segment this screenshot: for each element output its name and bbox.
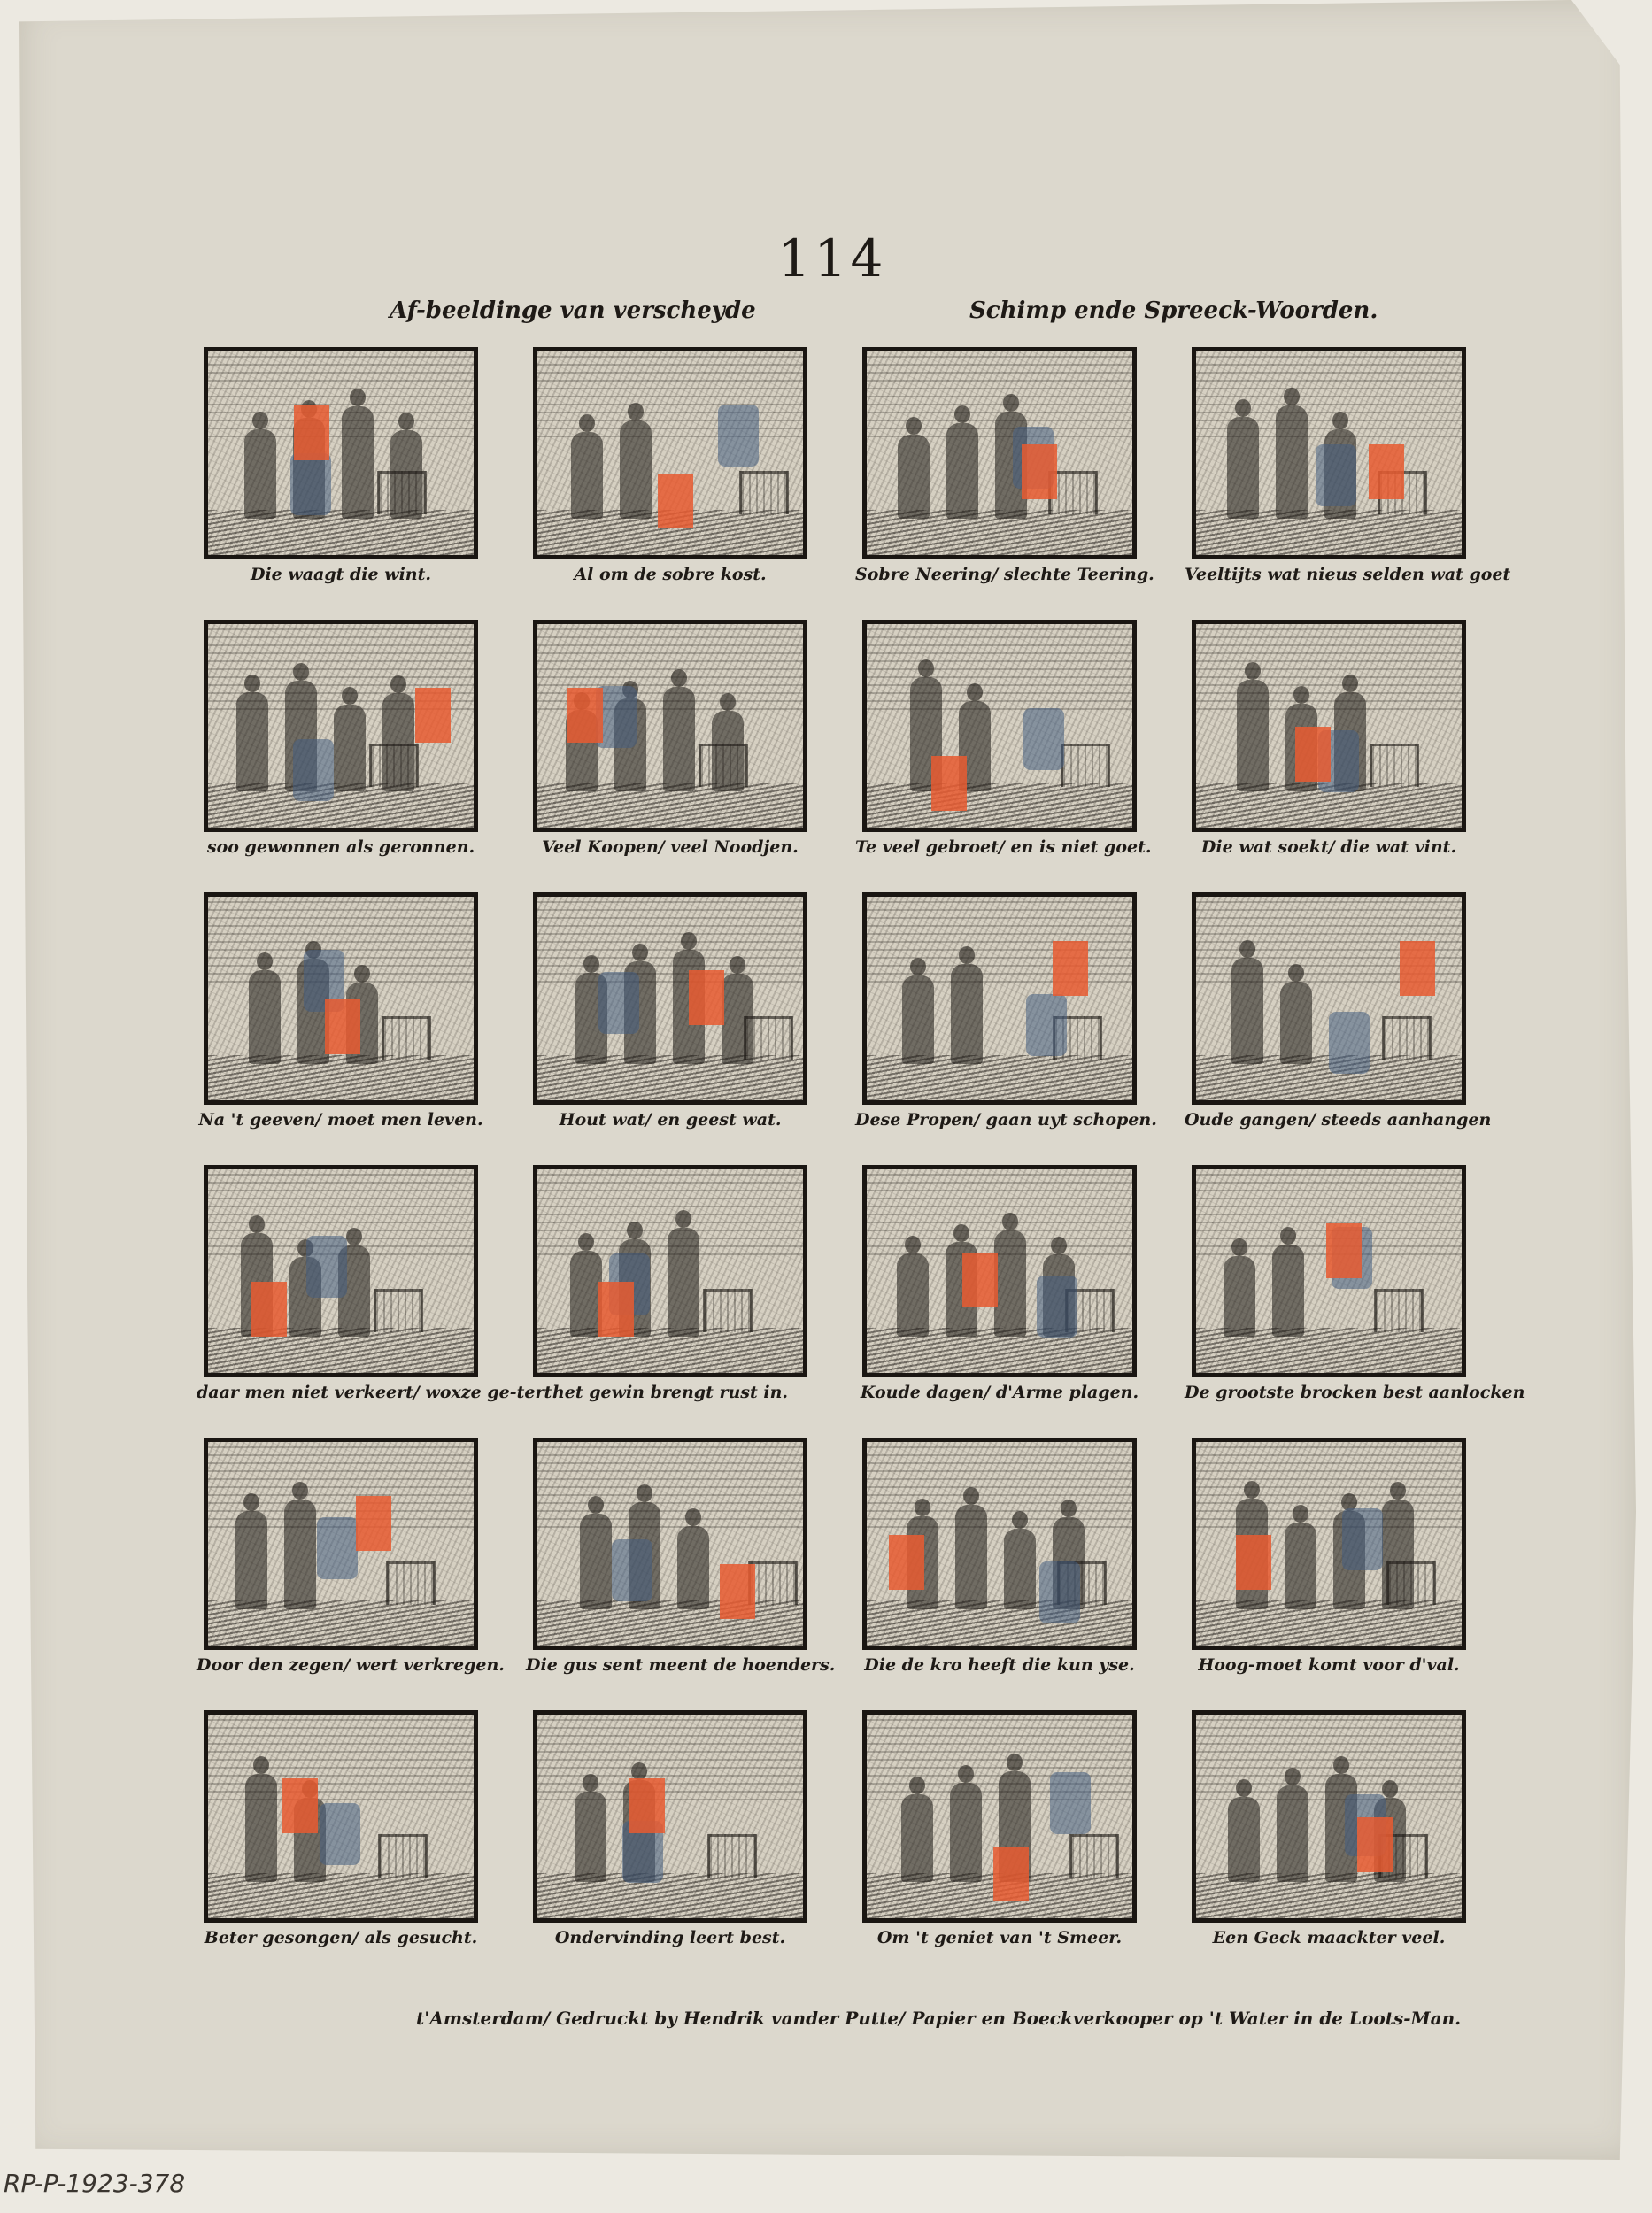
woodcut-cell: [1185, 1434, 1473, 1700]
figure-shape: [575, 1792, 606, 1882]
woodcut-cell: [855, 889, 1157, 1154]
woodcut-caption: Te veel gebroet/ en is niet goet.: [855, 837, 1152, 857]
figure-shape: [580, 1514, 612, 1609]
woodcut-sky: [537, 1715, 803, 1800]
woodcut-caption: Die de kro heeft die kun yse.: [864, 1655, 1135, 1675]
woodcut-image: [1192, 1710, 1466, 1923]
woodcut-caption: Na 't geeven/ moet men leven.: [198, 1110, 483, 1130]
figure-shape: [236, 692, 268, 791]
title-right: Schimp ende Spreeck-Woorden.: [969, 297, 1378, 324]
woodcut-cell: [1185, 889, 1492, 1154]
woodcut-caption: Dese Propen/ gaan uyt schopen.: [855, 1110, 1157, 1130]
red-color-wash: [251, 1282, 287, 1337]
woodcut-caption: Die waagt die wint.: [250, 565, 432, 584]
woodcut-image: [533, 347, 807, 559]
figure-shape: [284, 1500, 316, 1609]
red-color-wash: [1236, 1535, 1271, 1590]
woodcut-caption: Koude dagen/ d'Arme plagen.: [860, 1383, 1139, 1402]
woodcut-image: [533, 1438, 807, 1650]
woodcut-caption: Veel Koopen/ veel Noodjen.: [542, 837, 799, 857]
figure-shape: [722, 974, 753, 1064]
figure-shape: [245, 1774, 277, 1882]
figure-shape: [897, 1253, 929, 1337]
woodcut-cell: [197, 616, 485, 882]
building-shape: [1382, 1016, 1432, 1060]
woodcut-caption: Ondervinding leert best.: [554, 1928, 786, 1947]
blue-color-wash: [1039, 1561, 1080, 1623]
woodcut-cell: [1185, 1707, 1473, 1972]
figure-shape: [571, 432, 603, 519]
figure-shape: [1277, 1785, 1308, 1882]
blue-color-wash: [612, 1539, 652, 1601]
building-shape: [1370, 744, 1419, 787]
figure-shape: [1382, 1500, 1414, 1609]
title-left: Af-beeldinge van verscheyde: [390, 297, 756, 324]
building-shape: [1069, 1834, 1119, 1878]
figure-shape: [668, 1228, 699, 1337]
woodcut-caption: Om 't geniet van 't Smeer.: [876, 1928, 1123, 1947]
figure-shape: [1227, 417, 1259, 519]
woodcut-image: [204, 347, 478, 559]
building-shape: [382, 1016, 431, 1060]
figure-shape: [235, 1511, 267, 1609]
red-color-wash: [294, 405, 329, 460]
figure-shape: [334, 705, 366, 791]
building-shape: [386, 1561, 436, 1605]
woodcut-cell: [197, 889, 485, 1154]
woodcut-sky: [537, 351, 803, 437]
figure-shape: [950, 1783, 982, 1882]
figure-shape: [677, 1526, 709, 1609]
woodcut-cell: [526, 1707, 814, 1972]
woodcut-cell: [197, 1707, 485, 1972]
blue-color-wash: [317, 1517, 358, 1579]
woodcut-cell: [526, 889, 814, 1154]
woodcut-image: [533, 1165, 807, 1377]
red-color-wash: [1053, 941, 1088, 996]
blue-color-wash: [718, 405, 759, 467]
figure-shape: [1231, 958, 1263, 1064]
woodcut-caption: Een Geck maackter veel.: [1212, 1928, 1446, 1947]
woodcut-image: [862, 892, 1137, 1105]
sheet-number: 114: [777, 228, 887, 289]
red-color-wash: [962, 1253, 998, 1307]
blue-color-wash: [293, 739, 334, 801]
red-color-wash: [931, 756, 967, 811]
blue-color-wash: [1050, 1772, 1091, 1834]
figure-shape: [712, 711, 744, 791]
imprint-line: t'Amsterdam/ Gedruckt by Hendrik vander Putte/ Papier en Boeckverkooper op 't Water in de Loots-Man.: [416, 2008, 1462, 2029]
red-color-wash: [993, 1847, 1029, 1901]
blue-color-wash: [1026, 994, 1067, 1056]
figure-shape: [1280, 982, 1312, 1064]
red-color-wash: [1295, 727, 1331, 782]
woodcut-image: [862, 347, 1137, 559]
red-color-wash: [1369, 444, 1404, 499]
woodcut-sky: [537, 1442, 803, 1528]
red-color-wash: [629, 1778, 665, 1833]
woodcut-ground: [867, 783, 1132, 828]
blue-color-wash: [1023, 708, 1064, 770]
red-color-wash: [567, 688, 603, 743]
woodcut-caption: Beter gesongen/ als gesucht.: [204, 1928, 478, 1947]
woodcut-image: [533, 892, 807, 1105]
blue-color-wash: [1329, 1012, 1370, 1074]
blue-color-wash: [1316, 444, 1356, 506]
red-color-wash: [356, 1496, 391, 1551]
building-shape: [739, 471, 789, 514]
building-shape: [378, 1834, 428, 1878]
figure-shape: [902, 975, 934, 1064]
figure-shape: [946, 423, 978, 519]
woodcut-image: [204, 1165, 478, 1377]
figure-shape: [249, 970, 281, 1064]
woodcut-cell: [526, 1161, 814, 1427]
building-shape: [1061, 744, 1110, 787]
figure-shape: [1285, 1523, 1316, 1609]
woodcut-image: [862, 1165, 1137, 1377]
woodcut-sky: [867, 1442, 1132, 1528]
woodcut-image: [1192, 892, 1466, 1105]
figure-shape: [244, 429, 276, 519]
figure-shape: [955, 1505, 987, 1609]
woodcut-image: [204, 892, 478, 1105]
woodcut-cell: [526, 616, 814, 882]
woodcut-image: [533, 1710, 807, 1923]
red-color-wash: [1326, 1223, 1362, 1278]
woodcut-sky: [208, 351, 474, 437]
figure-shape: [898, 435, 930, 519]
woodcut-cell: [1185, 1161, 1525, 1427]
blue-color-wash: [320, 1803, 360, 1865]
figure-shape: [1237, 680, 1269, 791]
woodcut-caption: Veeltijts wat nieus selden wat goet: [1185, 565, 1511, 584]
woodcut-caption: Die wat soekt/ die wat vint.: [1200, 837, 1457, 857]
figure-shape: [1272, 1245, 1304, 1337]
building-shape: [707, 1834, 757, 1878]
woodcut-cell: [526, 1434, 836, 1700]
woodcut-image: [533, 620, 807, 832]
figure-shape: [951, 964, 983, 1064]
blue-color-wash: [598, 972, 639, 1034]
blue-color-wash: [1037, 1276, 1077, 1338]
red-color-wash: [889, 1535, 924, 1590]
figure-shape: [620, 420, 652, 519]
red-color-wash: [1357, 1817, 1393, 1872]
woodcut-caption: Hoog-moet komt voor d'val.: [1198, 1655, 1460, 1675]
woodcut-cell: [197, 343, 485, 609]
woodcut-grid: [197, 343, 1525, 1972]
woodcut-caption: Al om de sobre kost.: [574, 565, 767, 584]
figure-shape: [1228, 1797, 1260, 1882]
red-color-wash: [325, 999, 360, 1054]
red-color-wash: [598, 1282, 634, 1337]
woodcut-image: [862, 620, 1137, 832]
woodcut-image: [862, 1710, 1137, 1923]
woodcut-caption: De grootste brocken best aanlocken: [1185, 1383, 1525, 1402]
woodcut-cell: [855, 1434, 1144, 1700]
red-color-wash: [658, 474, 693, 528]
figure-shape: [994, 1230, 1026, 1337]
building-shape: [374, 1289, 423, 1332]
figure-shape: [901, 1794, 933, 1882]
woodcut-sky: [537, 897, 803, 983]
blue-color-wash: [306, 1236, 347, 1298]
woodcut-cell: [197, 1161, 558, 1427]
woodcut-image: [1192, 347, 1466, 559]
figure-shape: [1004, 1529, 1036, 1609]
woodcut-cell: [855, 616, 1152, 882]
red-color-wash: [1022, 444, 1057, 499]
woodcut-cell: [855, 1707, 1144, 1972]
woodcut-sky: [867, 897, 1132, 983]
woodcut-caption: Oude gangen/ steeds aanhangen: [1185, 1110, 1492, 1130]
woodcut-image: [862, 1438, 1137, 1650]
woodcut-cell: [1185, 343, 1511, 609]
woodcut-caption: Door den zegen/ wert verkregen.: [197, 1655, 505, 1675]
woodcut-caption: Hout wat/ en geest wat.: [559, 1110, 782, 1130]
woodcut-cell: [855, 1161, 1144, 1427]
woodcut-sky: [1196, 624, 1462, 710]
building-shape: [748, 1561, 798, 1605]
figure-shape: [1224, 1256, 1255, 1337]
building-shape: [703, 1289, 753, 1332]
building-shape: [1374, 1289, 1424, 1332]
woodcut-cell: [1185, 616, 1473, 882]
woodcut-ground: [208, 1055, 474, 1100]
red-color-wash: [720, 1564, 755, 1619]
red-color-wash: [415, 688, 451, 743]
woodcut-image: [204, 620, 478, 832]
blue-color-wash: [1342, 1508, 1383, 1570]
woodcut-cell: [855, 343, 1154, 609]
figure-shape: [342, 406, 374, 519]
figure-shape: [663, 687, 695, 791]
woodcut-caption: soo gewonnen als geronnen.: [206, 837, 475, 857]
red-color-wash: [1400, 941, 1435, 996]
red-color-wash: [282, 1778, 318, 1833]
woodcut-image: [1192, 620, 1466, 832]
blue-color-wash: [290, 453, 331, 515]
woodcut-image: [204, 1710, 478, 1923]
figure-shape: [1276, 405, 1308, 519]
woodcut-caption: Sobre Neering/ slechte Teering.: [855, 565, 1154, 584]
figure-shape: [382, 693, 414, 791]
inventory-number: RP-P-1923-378: [4, 2169, 186, 2198]
woodcut-cell: [197, 1434, 505, 1700]
woodcut-caption: daar men niet verkeert/ woxze ge-tert.: [197, 1383, 558, 1402]
woodcut-caption: Die gus sent meent de hoenders.: [526, 1655, 836, 1675]
woodcut-sky: [867, 624, 1132, 710]
woodcut-ground: [537, 1600, 803, 1646]
figure-shape: [390, 430, 422, 519]
woodcut-image: [204, 1438, 478, 1650]
woodcut-caption: het gewin brengt rust in.: [552, 1383, 789, 1402]
woodcut-image: [1192, 1438, 1466, 1650]
red-color-wash: [689, 970, 724, 1025]
figure-shape: [570, 1251, 602, 1337]
woodcut-image: [1192, 1165, 1466, 1377]
woodcut-cell: [526, 343, 814, 609]
